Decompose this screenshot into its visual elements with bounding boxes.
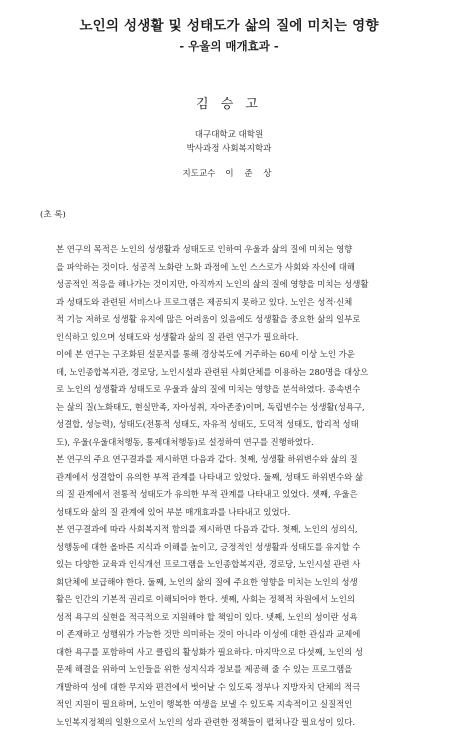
abstract-line: 이 존재하고 성행위가 가능한 것만 의미하는 것이 아니라 이성에 대한 관심과 교제에	[56, 626, 420, 644]
abstract-line: 노인복지정책의 일환으로서 노인의 성과 관련한 정책들이 펼쳐나갈 필요성이 있다.	[56, 714, 420, 731]
paper-subtitle: - 우울의 매개효과 -	[0, 38, 458, 54]
abstract-line: 이에 본 연구는 구조화된 설문지를 통해 경상북도에 거주하는 60세 이상 노인 가운	[56, 346, 420, 364]
abstract-line: 본 연구의 목적은 노인의 성생활과 성태도로 인하여 우울과 삶의 질에 미치는 영향	[56, 241, 420, 259]
abstract-line: 로 노인의 성생활과 성태도로 우울과 삶의 질에 미치는 영향을 분석하였다. 종속변수	[56, 381, 420, 399]
abstract-line: 문제 해결을 위하여 노인들을 위한 성지식과 정보를 제공해 줄 수 있는 프로그램을	[56, 661, 420, 679]
abstract-line: 대한 욕구를 포함하여 사고 클립의 활성화가 필요하다. 마지막으로 다섯째, 노인의 성	[56, 644, 420, 662]
abstract-line: 적 기능 저하로 성생활 유지에 많은 어려움이 있음에도 성생활을 중요한 삶의 일부로	[56, 311, 420, 329]
advisor-label: 지도교수	[183, 169, 216, 179]
abstract-line: 성적 욕구의 실현을 적극적으로 지원해야 할 책임이 있다. 넷째, 노인의 성이란 성욕	[56, 609, 420, 627]
abstract-line: 회단체에 보급해야 한다. 둘째, 노인의 삶의 질에 주요한 영향을 미치는 노인의 성생	[56, 574, 420, 592]
abstract-line: 성행동에 대한 올바른 지식과 이해를 높이고, 긍정적인 성생활과 성태도를 유지할 수	[56, 539, 420, 557]
abstract-line: 관계에서 성결합이 유의한 부적 관계를 나타내고 있었다. 둘째, 성태도 하위변수와 삶	[56, 469, 420, 487]
abstract-line: 개발하여 성에 대한 무지와 편견에서 벗어날 수 있도록 정부나 지방자치 단체의 적극	[56, 679, 420, 697]
abstract-line: 과 성태도와 관련된 서비스나 프로그램은 제공되지 못하고 있다. 노인은 성적·신체	[56, 294, 420, 312]
abstract-line: 본 연구결과에 따라 사회복지적 함의를 제시하면 다음과 같다. 첫째, 노인의 성의식,	[56, 521, 420, 539]
abstract-line: 인식하고 있으며 성태도와 성생활과 삶의 질 관련 연구가 필요하다.	[56, 329, 420, 347]
abstract-line: 본 연구의 주요 연구결과를 제시하면 다음과 같다. 첫째, 성생활 하위변수와 삶의 질	[56, 451, 420, 469]
abstract-line: 도), 우울(우울대처행동, 통제대처행동)로 설정하여 연구를 진행하였다.	[56, 434, 420, 452]
abstract-line: 성공적인 적응을 해나가는 것이지만, 아직까지 노인의 삶의 질에 영향을 미치는 성생활	[56, 276, 420, 294]
advisor-name: 이 준 상	[225, 169, 275, 179]
author-affiliation-university: 대구대학교 대학원	[0, 128, 458, 140]
abstract-line: 활은 인간의 기본적 권리로 이해되어야 한다. 셋째, 사회는 정책적 차원에서 노인의	[56, 591, 420, 609]
abstract-line: 성태도와 삶의 질 관계에 있어 부분 매개효과를 나타내고 있었다.	[56, 504, 420, 522]
author-affiliation-department: 박사과정 사회복지학과	[0, 142, 458, 154]
paper-title: 노인의 성생활 및 성태도가 삶의 질에 미치는 영향	[0, 14, 458, 34]
abstract-body	[56, 241, 420, 731]
abstract-line: 데, 노인종합복지관, 경로당, 노인시설과 관련된 사회단체를 이용하는 280명을 대상으	[56, 364, 420, 382]
author-name: 김 승 고	[0, 93, 458, 112]
abstract-line: 성결합, 성능력), 성태도(전통적 성태도, 자유적 성태도, 도덕적 성태도, 합리적 성태	[56, 416, 420, 434]
abstract-line: 을 파악하는 것이다. 성공적 노화란 노화 과정에 노인 스스로가 사회와 자신에 대해	[56, 259, 420, 277]
abstract-line: 는 삶의 질(노화태도, 현실만족, 자아성취, 자아존중)이며, 독립변수는 성생활(성욕구,	[56, 399, 420, 417]
abstract-line: 적인 지원이 필요하며, 노인이 행복한 여생을 보낼 수 있도록 지속적이고 실질적인	[56, 696, 420, 714]
abstract-line: 있는 다양한 교육과 인식개선 프로그램을 노인종합복지관, 경로당, 노인시설 관련 사	[56, 556, 420, 574]
advisor-line	[0, 167, 458, 179]
abstract-heading: (초 록)	[40, 208, 66, 220]
abstract-line: 의 질 관계에서 전통적 성태도가 유의한 부적 관계를 나타내고 있었다. 셋째, 우울은	[56, 486, 420, 504]
